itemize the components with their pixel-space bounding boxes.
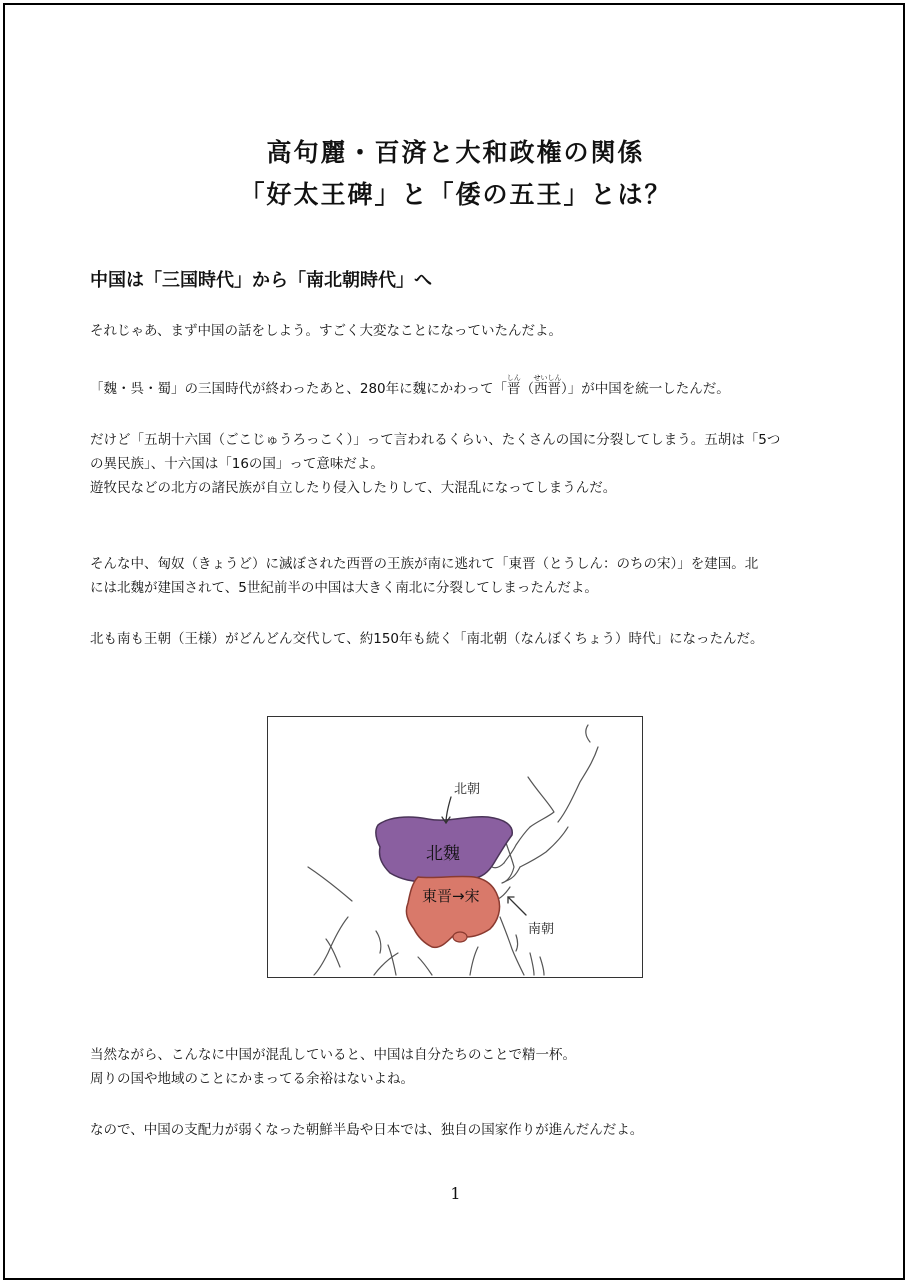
paragraph-text: （ [520,381,534,397]
paragraph-intro: それじゃあ、まず中国の話をしよう。すごく大変なことになっていたんだよ。 [90,323,562,339]
paragraph-final: なので、中国の支配力が弱くなった朝鮮半島や日本では、独自の国家作りが進んだんだよ。 [90,1122,644,1138]
arrow-south [508,897,526,915]
ruby-xijin [533,374,562,401]
ruby-base: 晋 [507,381,521,397]
ruby-text: せいしん [533,374,562,382]
label-northern-wei: 北魏 [426,844,460,864]
paragraph-eastern-jin-line1: そんな中、匈奴（きょうど）に滅ぼされた西晋の王族が南に逃れて「東晋（とうしん：のちの宋）」を建国。北 [90,556,759,572]
page-subtitle: 「好太王碑」と「倭の五王」とは？ [239,180,672,209]
japan-coast [558,747,598,822]
page-title: 高句麗・百済と大和政権の関係 [266,138,645,167]
ruby-base: 西晋 [534,381,561,397]
label-north-dynasty: 北朝 [454,782,481,797]
label-eastern-jin-song: 東晋→宋 [422,887,480,905]
paragraph-five-barbarians-line1: だけど「五胡十六国（ごこじゅうろっこく）」って言われるくらい、たくさんの国に分裂してしまう。五胡は「5つ [90,432,781,448]
paragraph-conclusion-line1: 当然ながら、こんなに中国が混乱していると、中国は自分たちのことで精一杯。 [90,1047,576,1063]
paragraph-three-kingdoms [90,374,820,401]
label-south-dynasty: 南朝 [528,922,555,937]
ruby-jin [506,374,521,401]
paragraph-conclusion-line2: 周りの国や地域のことにかまってる余裕はないよね。 [90,1071,414,1087]
page-number: 1 [450,1184,461,1203]
paragraph-north-south-dynasties: 北も南も王朝（王様）がどんどん交代して、約150年も続く「南北朝（なんぼくちょう）時代」になったんだ。 [90,631,764,647]
paragraph-eastern-jin-line2: には北魏が建国されて、5世紀前半の中国は大きく南北に分裂してしまったんだよ。 [90,580,598,596]
paragraph-five-barbarians-line3: 遊牧民などの北方の諸民族が自立したり侵入したりして、大混乱になってしまうんだ。 [90,480,617,496]
ruby-text: しん [506,374,521,382]
paragraph-text: ）」が中国を統一したんだ。 [561,381,730,397]
paragraph-five-barbarians-line2: の異民族」、十六国は「16の国」って意味だよ。 [90,456,384,472]
map-figure [267,716,643,978]
paragraph-text: 「魏・呉・蜀」の三国時代が終わったあと、280年に魏にかわって「 [90,381,507,397]
section-heading: 中国は「三国時代」から「南北朝時代」へ [90,270,432,291]
map-illustration [268,717,641,976]
